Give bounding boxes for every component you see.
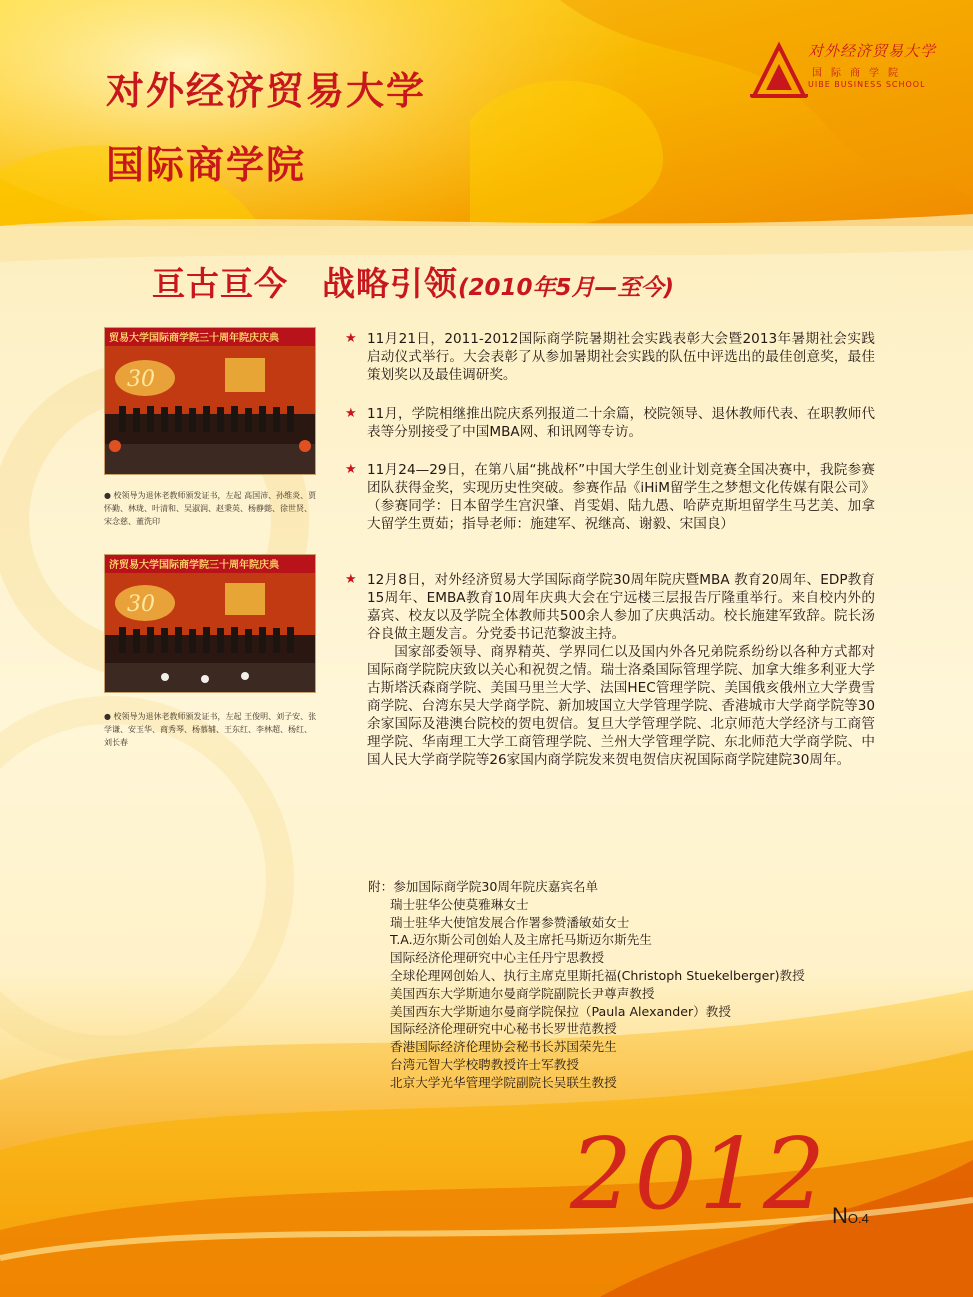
ceremony-photo-2-image [105, 555, 315, 692]
news-text-continued: 国家部委领导、商界精英、学界同仁以及国内外各兄弟院系纷纷以各种方式都对国际商学院院庆致以关心和祝贺之情。瑞士洛桑国际管理学院、加拿大维多利亚大学古斯塔沃森商学院、美国马里兰大学、法国HEC管理学院、美国俄亥俄州立大学费雪商学院、台湾东吴大学商学院、新加坡国立大学管理学院、香港城市大学商学院等30余家国际及港澳台院校的贺电贺信。复旦大学管理学院、北京师范大学经济与工商管理学院、华南理工大学工商管理学院、兰州大学管理学院、东北师范大学商学院、中国人民大学商学院等26家国内商学院发来贺电贺信庆祝国际商学院建院30周年。 [367, 644, 875, 768]
star-bullet-icon: ★ [345, 331, 357, 346]
guest-list-item: 美国西东大学斯迪尔曼商学院保拉（Paula Alexander）教授 [390, 1003, 731, 1019]
guest-list [368, 878, 805, 1092]
headline-period: (2010年5月—至今) [458, 275, 675, 301]
svg-text:30: 30 [127, 367, 155, 392]
news-item [345, 571, 875, 769]
guest-list-item: 北京大学光华管理学院副院长吴联生教授 [390, 1074, 617, 1090]
news-item [345, 405, 875, 441]
ceremony-photo-1-image [105, 328, 315, 474]
star-bullet-icon: ★ [345, 462, 357, 477]
guest-list-item: 国际经济伦理研究中心秘书长罗世范教授 [390, 1021, 617, 1037]
guest-list-item: T.A.迈尔斯公司创始人及主席托马斯迈尔斯先生 [390, 932, 652, 948]
logo-chinese-name: 对外经济贸易大学 [808, 42, 937, 60]
ceremony-photo-2 [104, 554, 316, 693]
guest-list-item: 瑞士驻华大使馆发展合作署参赞潘敏茹女士 [390, 914, 630, 930]
guest-list-item: 美国西东大学斯迪尔曼商学院副院长尹尊声教授 [390, 985, 655, 1001]
news-text: 11月24—29日，在第八届“挑战杯”中国大学生创业计划竞赛全国决赛中，我院参赛团队获得金奖，实现历史性突破。参赛作品《iHiM留学生之梦想文化传媒有限公司》（参赛同学：日本留学生宫沢肇、肖雯娟、陆九愚、哈萨克斯坦留学生马艺美、加拿大留学生贾茹；指导老师：施建军、祝继高、谢毅、宋国良） [367, 462, 875, 532]
issue-number-value: O.4 [847, 1211, 869, 1226]
issue-prefix: N [832, 1203, 848, 1228]
star-bullet-icon: ★ [345, 572, 357, 587]
guest-list-item: 台湾元智大学校聘教授许士军教授 [390, 1056, 579, 1072]
guest-list-item: 香港国际经济伦理协会秘书长苏国荣先生 [390, 1039, 617, 1055]
school-title: 国际商学院 [106, 142, 307, 187]
ceremony-photo-1 [104, 327, 316, 475]
guest-list-item: 瑞士驻华公使莫雅琳女士 [390, 896, 529, 912]
photo-banner-2: 济贸易大学国际商学院三十周年院庆典 [109, 560, 279, 571]
news-item [345, 330, 875, 384]
guest-list-item: 国际经济伦理研究中心主任丹宁思教授 [390, 950, 605, 966]
star-bullet-icon: ★ [345, 406, 357, 421]
news-text: 11月21日，2011-2012国际商学院暑期社会实践表彰大会暨2013年暑期社会实践启动仪式举行。大会表彰了从参加暑期社会实践的队伍中评选出的最佳创意奖，最佳策划奖以及最佳调研奖。 [367, 331, 875, 383]
photo-banner-1: 贸易大学国际商学院三十周年院庆庆典 [109, 333, 279, 344]
guest-list-title: 附：参加国际商学院30周年院庆嘉宾名单 [368, 879, 599, 894]
guest-list-items [368, 896, 805, 1092]
svg-text:30: 30 [127, 592, 155, 617]
guest-list-item: 全球伦理网创始人、执行主席克里斯托福(Christoph Stuekelberger)教授 [390, 967, 805, 983]
issue-year: 2012 [570, 1118, 828, 1232]
university-title: 对外经济贸易大学 [106, 68, 427, 113]
section-headline [152, 258, 674, 305]
logo-english-name: UIBE BUSINESS SCHOOL [808, 80, 926, 89]
logo-school-name: 国际商学院 [812, 68, 907, 79]
headline-main: 亘古亘今 战略引领 [152, 264, 458, 303]
news-text: 11月，学院相继推出院庆系列报道二十余篇，校院领导、退休教师代表、在职教师代表等分别接受了中国MBA网、和讯网等专访。 [367, 406, 875, 440]
photo-caption-1: ● 校领导为退休老教师颁发证书，左起 高国沛、孙维炎、贾怀勤、林珑、叶清和、吴淑润、赵秉英、杨静懿、徐世贤、宋念慈、董洗印 [104, 491, 317, 526]
photo-caption-2: ● 校领导为退休老教师颁发证书，左起 王俊明、刘子安、张学谦、安玉华、商秀琴、杨慕辅、王东红、李林超、杨红、刘长春 [104, 712, 317, 747]
news-text: 12月8日，对外经济贸易大学国际商学院30周年院庆暨MBA 教育20周年、EDP教育15周年、EMBA教育10周年庆典大会在宁远楼三层报告厅隆重举行。来自校内外的嘉宾、校友以及学院全体教师共500余人参加了庆典活动。校长施建军致辞。院长汤谷良做主题发言。分党委书记范黎波主持。 [367, 572, 875, 642]
issue-number [832, 1203, 869, 1229]
news-item [345, 461, 875, 533]
